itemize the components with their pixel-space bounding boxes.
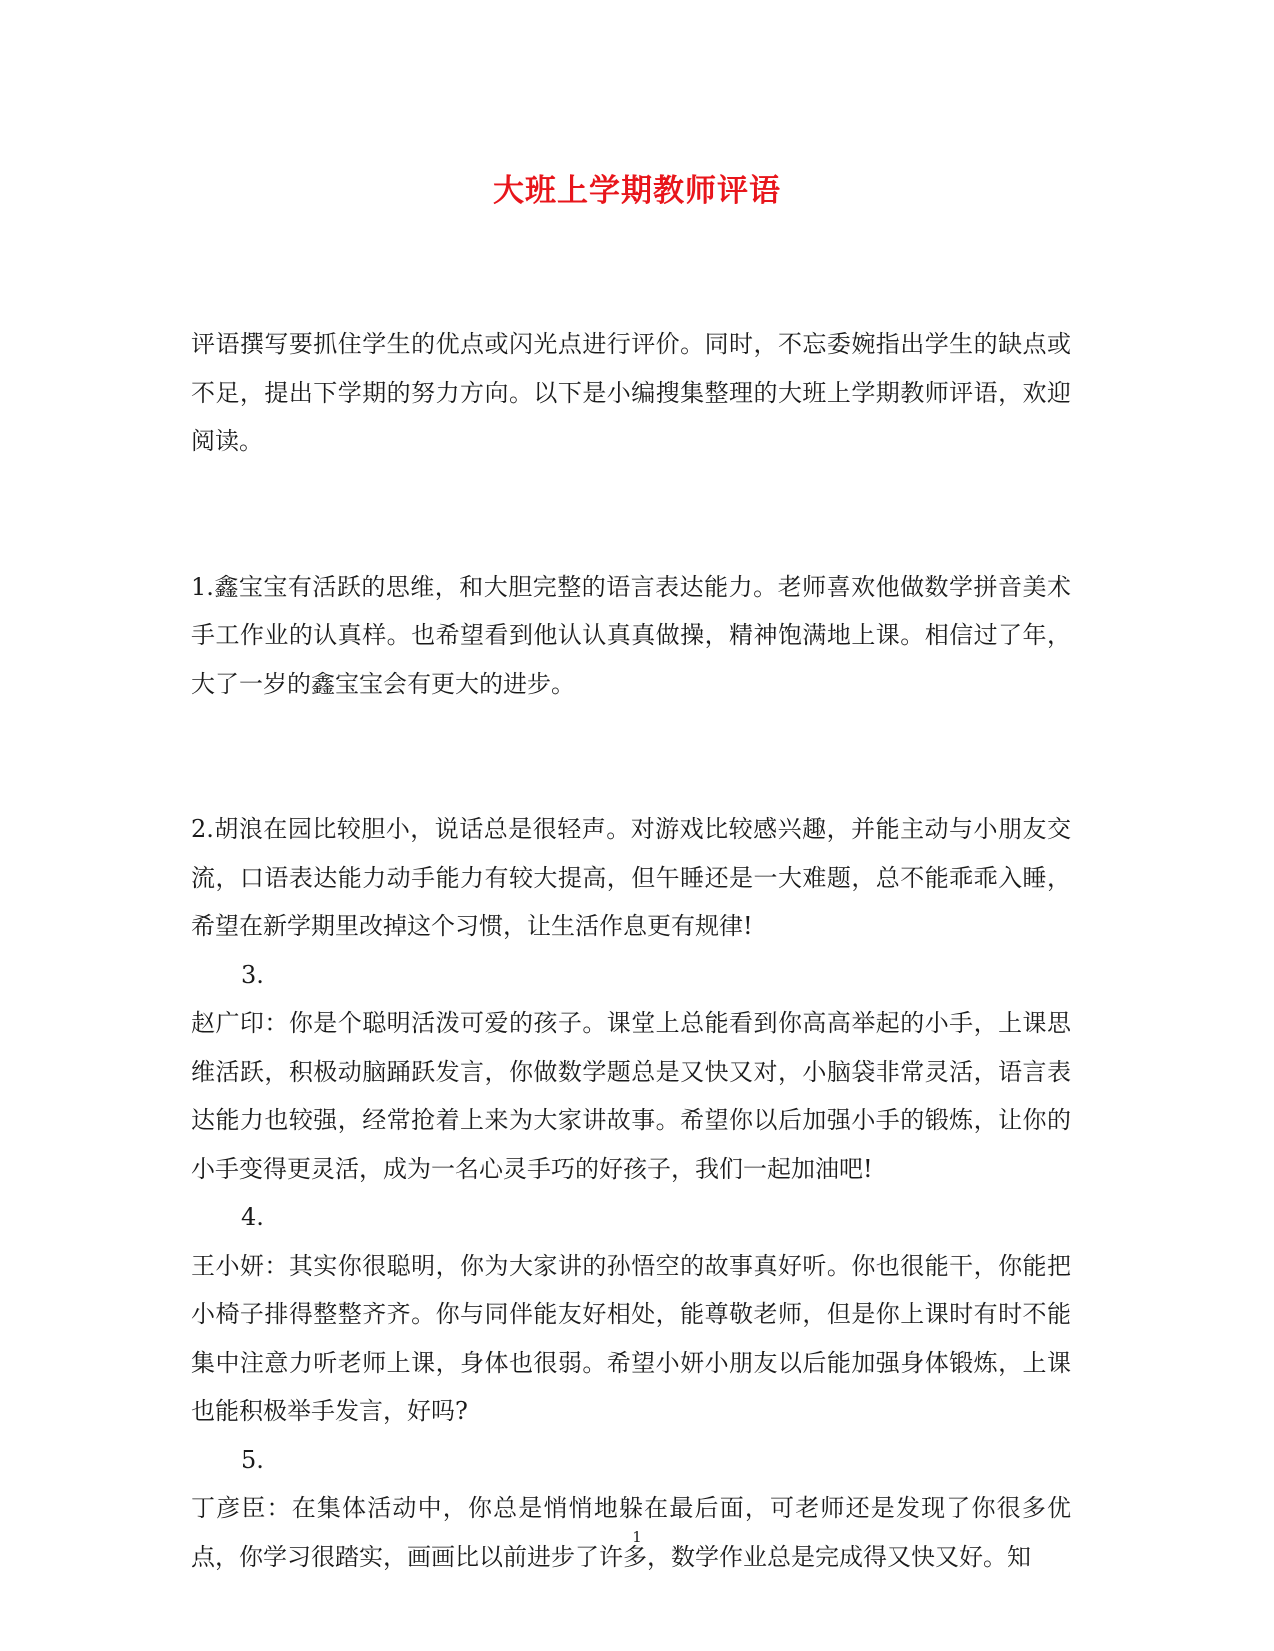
item-number-5: 5. (241, 1445, 264, 1474)
comment-item-4: 王小妍：其实你很聪明，你为大家讲的孙悟空的故事真好听。你也很能干，你能把小椅子排得整整齐齐。你与同伴能友好相处，能尊敬老师，但是你上课时有时不能集中注意力听老师上课，身体也很弱。希望小妍小朋友以后能加强身体锻炼，上课也能积极举手发言，好吗? (191, 1251, 1071, 1425)
item-number-4: 4. (241, 1203, 264, 1231)
item-text: 胡浪在园比较胆小，说话总是很轻声。对游戏比较感兴趣，并能主动与小朋友交流，口语表达能力动手能力有较大提高，但午睡还是一大难题，总不能乖乖入睡，希望在新学期里改掉这个习惯，让生活作息更有规律! (191, 815, 1071, 940)
item-number-3: 3. (241, 960, 264, 989)
comment-item-5: 丁彦臣：在集体活动中，你总是悄悄地躲在最后面，可老师还是发现了你很多优点，你学习很踏实，画画比以前进步了许多，数学作业总是完成得又快又好。知 (191, 1494, 1071, 1571)
document-title: 大班上学期教师评语 (493, 173, 781, 209)
paragraph-spacer (191, 708, 1071, 805)
page-number: 1 (632, 1528, 642, 1546)
item-number: 2. (191, 815, 214, 843)
comment-item-3: 赵广印：你是个聪明活泼可爱的孩子。课堂上总能看到你高高举起的小手，上课思维活跃，积极动脑踊跃发言，你做数学题总是又快又对，小脑袋非常灵活，语言表达能力也较强，经常抢着上来为大家讲故事。希望你以后加强小手的锻炼，让你的小手变得更灵活，成为一名心灵手巧的好孩子，我们一起加油吧! (191, 1009, 1071, 1183)
paragraph-spacer (191, 466, 1071, 563)
item-number: 1. (191, 572, 214, 601)
item-text: 鑫宝宝有活跃的思维，和大胆完整的语言表达能力。老师喜欢他做数学拼音美术手工作业的认真样。也希望看到他认认真真做操，精神饱满地上课。相信过了年，大了一岁的鑫宝宝会有更大的进步。 (191, 572, 1071, 698)
comment-item-2 (191, 805, 1071, 951)
comment-item-1 (191, 563, 1071, 709)
document-body (191, 320, 1071, 1581)
intro-paragraph: 评语撰写要抓住学生的优点或闪光点进行评价。同时，不忘委婉指出学生的缺点或不足，提出下学期的努力方向。以下是小编搜集整理的大班上学期教师评语，欢迎阅读。 (191, 330, 1071, 455)
